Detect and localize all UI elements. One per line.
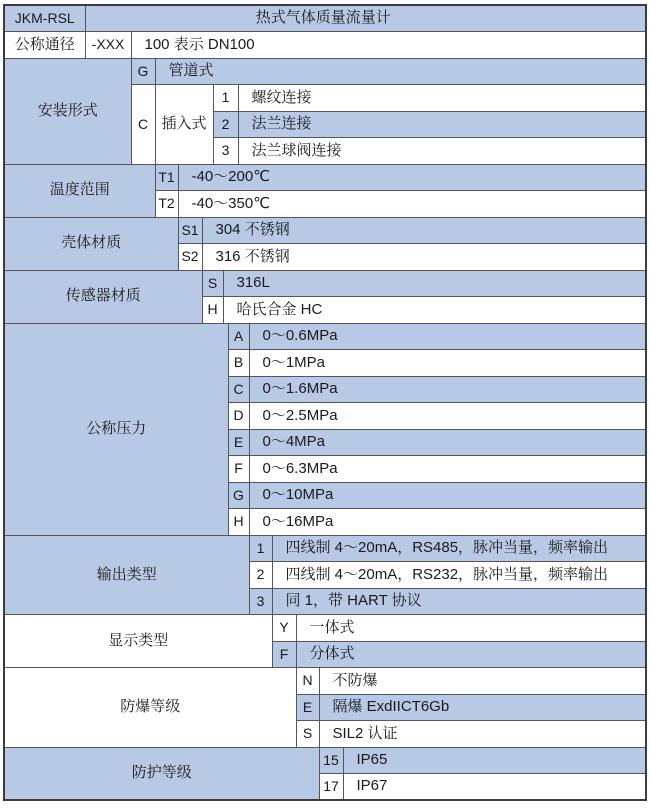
option-code: A [228,323,249,350]
option-code: 3 [213,138,238,165]
model-code: JKM-RSL [4,5,85,32]
display-row [4,615,646,642]
option-code: T1 [155,164,178,191]
spec-table [3,4,647,801]
section-label-display: 显示类型 [4,615,272,668]
section-label-dn: 公称通径 [4,32,85,59]
sensor-row [4,270,646,297]
option-code: G [228,482,249,509]
option-code: F [272,641,296,668]
option-code: G [131,58,155,85]
option-desc: 0～2.5MPa [249,403,646,430]
protection-row [4,747,646,774]
option-desc: 分体式 [296,641,646,668]
option-code: -XXX [85,32,131,59]
option-desc: 304 不锈钢 [202,217,646,244]
option-code: Y [272,615,296,642]
option-code: E [296,694,319,721]
option-code: T2 [155,191,178,218]
section-label-temperature: 温度范围 [4,164,155,217]
option-code: D [228,403,249,430]
option-desc: SIL2 认证 [319,721,646,748]
option-desc: 100 表示 DN100 [131,32,646,59]
option-code: F [228,456,249,483]
pressure-row [4,323,646,350]
option-code: H [202,297,223,324]
option-desc: 0～16MPa [249,509,646,536]
option-desc: 0～10MPa [249,482,646,509]
option-code: 2 [213,111,238,138]
option-desc: 0～6.3MPa [249,456,646,483]
option-code: E [228,429,249,456]
option-code: S2 [178,244,202,271]
option-desc: 四线制 4～20mA，RS232，脉冲当量，频率输出 [272,562,646,589]
option-desc: 316 不锈钢 [202,244,646,271]
option-desc: 隔爆 ExdIICT6Gb [319,694,646,721]
option-desc: 同 1，带 HART 协议 [272,588,646,615]
product-title: 热式气体质量流量计 [85,5,646,32]
temperature-row [4,164,646,191]
section-label-output: 输出类型 [4,535,249,615]
explosion-row [4,668,646,695]
option-code: N [296,668,319,695]
option-desc: 0～4MPa [249,429,646,456]
option-desc: 法兰球阀连接 [238,138,646,165]
section-label-protection: 防护等级 [4,747,319,800]
option-code: S [202,270,223,297]
option-code: H [228,509,249,536]
housing-row [4,217,646,244]
option-desc: 法兰连接 [238,111,646,138]
option-desc: -40～200℃ [178,164,646,191]
option-desc: 管道式 [155,58,646,85]
option-code: C [131,85,155,165]
section-label-pressure: 公称压力 [4,323,228,535]
section-label-install: 安装形式 [4,58,131,164]
option-desc: 螺纹连接 [238,85,646,112]
option-code: C [228,376,249,403]
option-code: 1 [249,535,272,562]
option-desc: 0～0.6MPa [249,323,646,350]
option-desc: 316L [223,270,646,297]
section-label-explosion: 防爆等级 [4,668,296,748]
option-code: 2 [249,562,272,589]
output-row [4,535,646,562]
option-desc: 0～1.6MPa [249,376,646,403]
option-desc: 不防爆 [319,668,646,695]
option-code: S [296,721,319,748]
option-desc: 四线制 4～20mA，RS485，脉冲当量，频率输出 [272,535,646,562]
option-desc: 哈氏合金 HC [223,297,646,324]
option-desc: 插入式 [155,85,213,165]
option-desc: IP67 [343,774,646,801]
option-code: 17 [319,774,343,801]
section-label-housing: 壳体材质 [4,217,178,270]
option-code: B [228,350,249,377]
option-code: S1 [178,217,202,244]
option-code: 1 [213,85,238,112]
section-label-sensor: 传感器材质 [4,270,202,323]
option-desc: 0～1MPa [249,350,646,377]
install-pipe-row [4,58,646,85]
header-row [4,5,646,32]
option-desc: IP65 [343,747,646,774]
dn-row [4,32,646,59]
option-code: 3 [249,588,272,615]
option-code: 15 [319,747,343,774]
option-desc: -40～350℃ [178,191,646,218]
option-desc: 一体式 [296,615,646,642]
